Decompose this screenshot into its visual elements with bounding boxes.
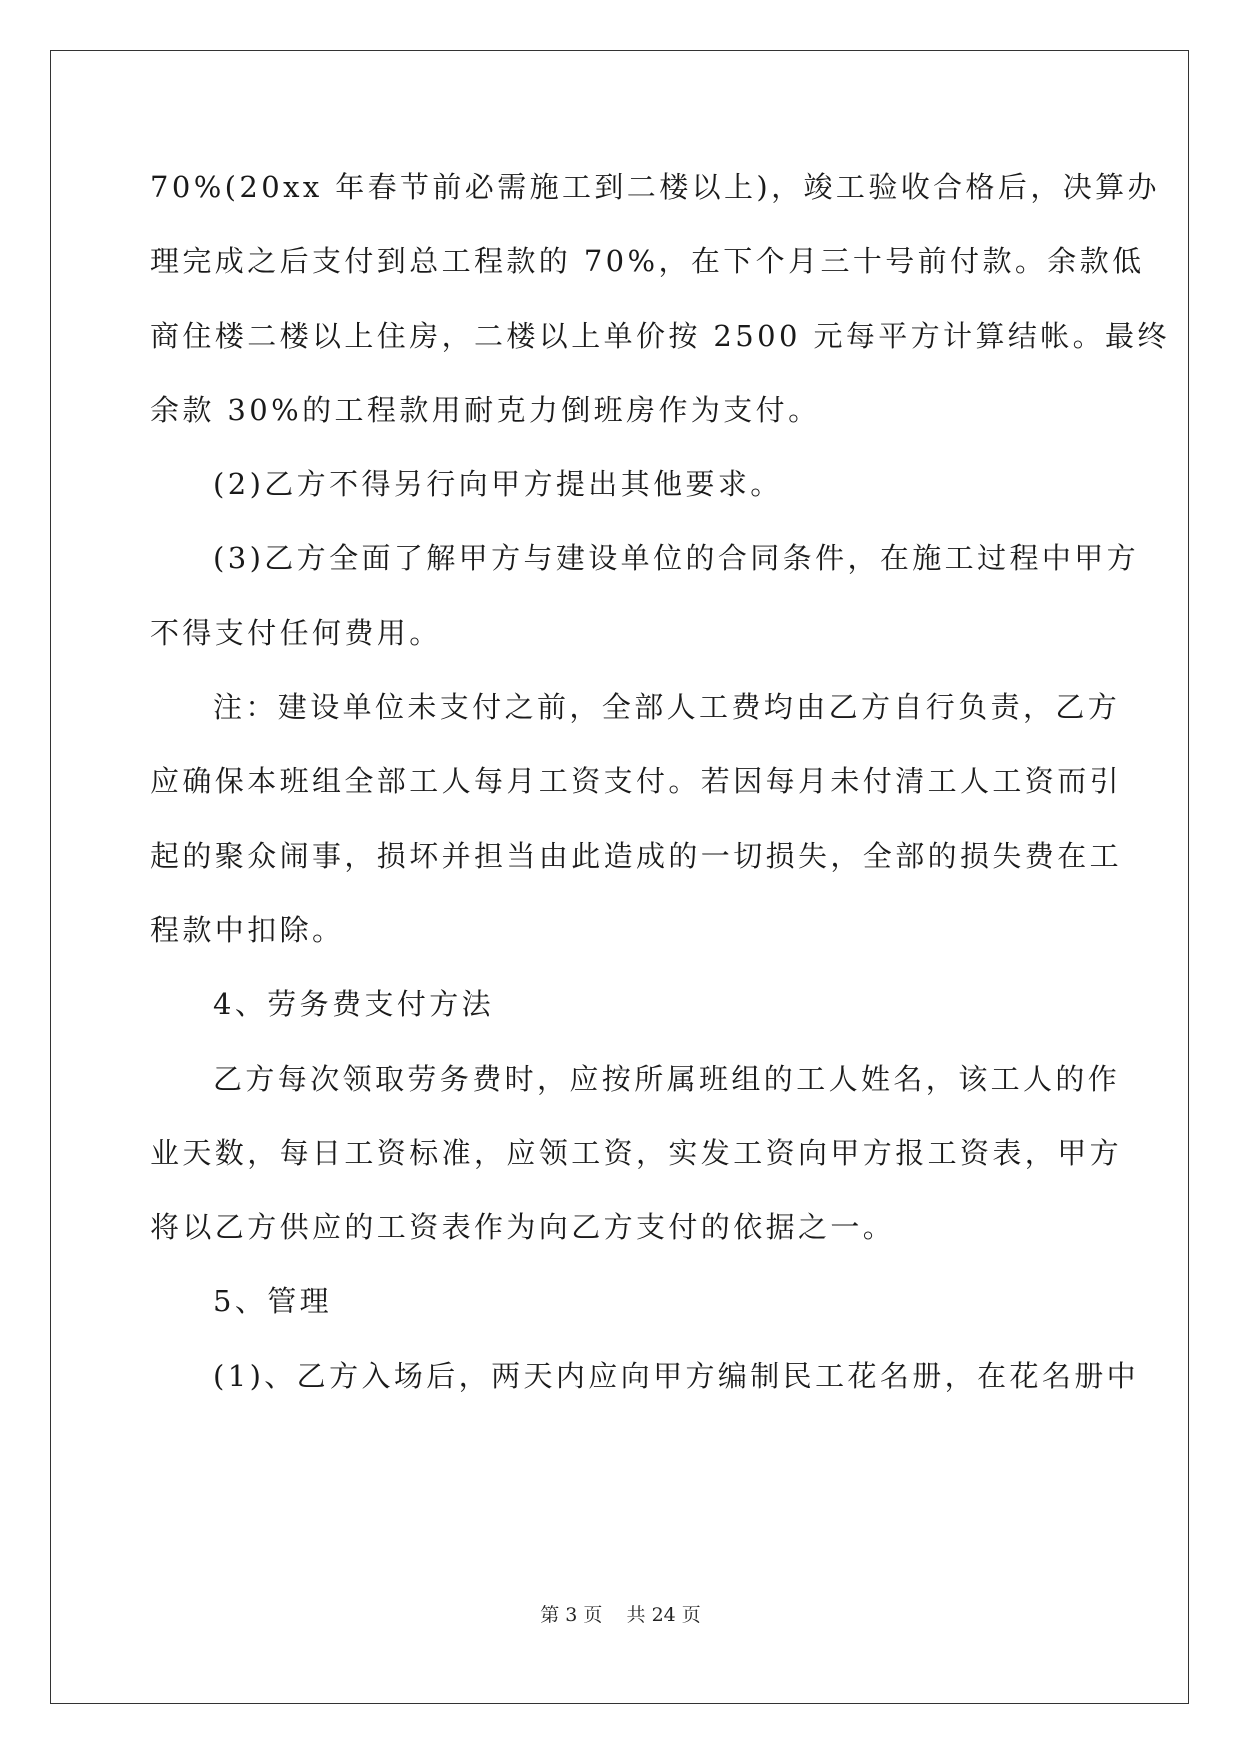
text-line: (2)乙方不得另行向甲方提出其他要求。 bbox=[213, 467, 783, 502]
text-line: 将以乙方供应的工资表作为向乙方支付的依据之一。 bbox=[150, 1210, 896, 1245]
text-line: 乙方每次领取劳务费时，应按所属班组的工人姓名，该工人的作 bbox=[213, 1061, 1121, 1096]
text-line: 商住楼二楼以上住房，二楼以上单价按 2500 元每平方计算结帐。最终 bbox=[150, 318, 1170, 353]
page-footer bbox=[0, 1600, 1241, 1627]
text-line: 程款中扣除。 bbox=[150, 912, 345, 947]
text-line: (3)乙方全面了解甲方与建设单位的合同条件，在施工过程中甲方 bbox=[213, 541, 1140, 576]
text-line: 起的聚众闹事，损坏并担当由此造成的一切损失，全部的损失费在工 bbox=[150, 838, 1123, 873]
text-line: 理完成之后支付到总工程款的 70%，在下个月三十号前付款。余款低 bbox=[150, 244, 1145, 279]
section-heading: 4、劳务费支付方法 bbox=[213, 987, 495, 1022]
text-line: 余款 30%的工程款用耐克力倒班房作为支付。 bbox=[150, 392, 821, 427]
page-number: 第 3 页 bbox=[540, 1604, 603, 1626]
text-line: 应确保本班组全部工人每月工资支付。若因每月未付清工人工资而引 bbox=[150, 764, 1123, 799]
text-line: (1)、乙方入场后，两天内应向甲方编制民工花名册，在花名册中 bbox=[213, 1358, 1140, 1393]
section-heading: 5、管理 bbox=[213, 1284, 333, 1319]
page-total: 共 24 页 bbox=[626, 1604, 701, 1626]
text-line: 业天数，每日工资标准，应领工资，实发工资向甲方报工资表，甲方 bbox=[150, 1135, 1123, 1170]
text-line: 70%(20xx 年春节前必需施工到二楼以上)，竣工验收合格后，决算办 bbox=[150, 170, 1160, 204]
text-line: 不得支付任何费用。 bbox=[150, 615, 442, 650]
document-body bbox=[150, 165, 1170, 1428]
text-line: 注：建设单位未支付之前，全部人工费均由乙方自行负责，乙方 bbox=[213, 690, 1121, 725]
